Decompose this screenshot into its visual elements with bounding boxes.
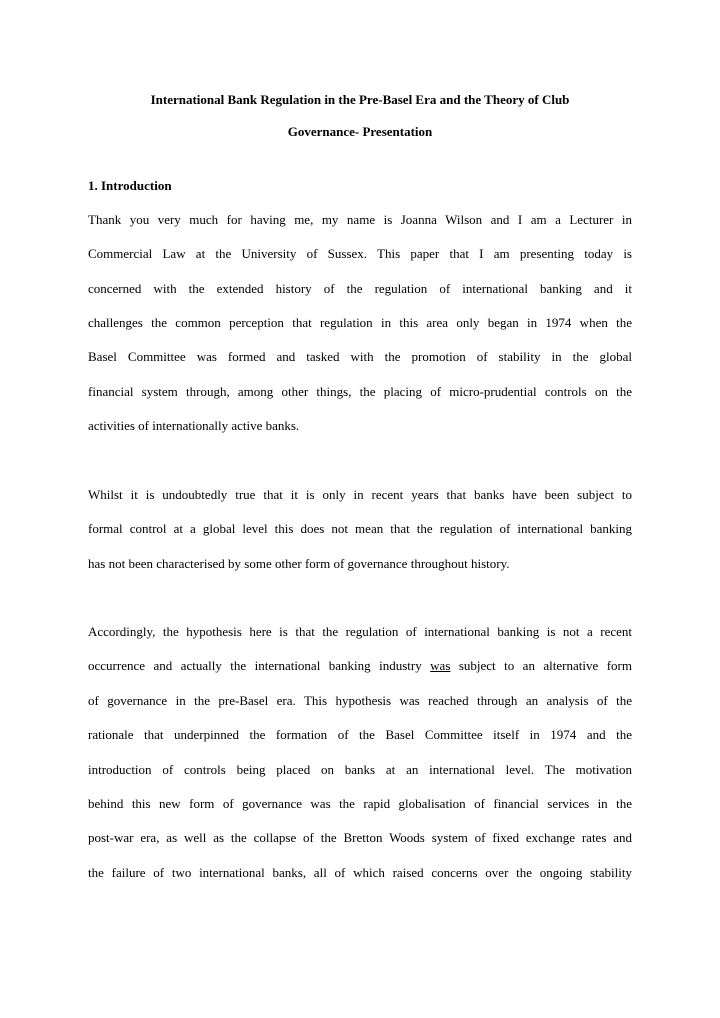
paragraph-3-line-8: the failure of two international banks, all of which raised concerns over the ongoing stability [88, 865, 632, 880]
paragraph-1-line-6: financial system through, among other things, the placing of micro-prudential controls on the [88, 384, 632, 399]
paragraph-3-line-2-after: subject to an alternative form [450, 658, 632, 673]
paragraph-3-line-2-before: occurrence and actually the international banking industry [88, 658, 431, 673]
paragraph-1-line-2: Commercial Law at the University of Sussex. This paper that I am presenting today is [88, 246, 632, 261]
paragraph-1-line-3: concerned with the extended history of the regulation of international banking and it [88, 281, 632, 296]
emphasis-was: was [430, 658, 451, 673]
document-title-line-1: International Bank Regulation in the Pre-Basel Era and the Theory of Club [150, 92, 570, 107]
paragraph-3-line-6: behind this new form of governance was the rapid globalisation of financial services in the [88, 796, 632, 811]
paragraph-3-line-1: Accordingly, the hypothesis here is that the regulation of international banking is not a recent [88, 624, 632, 639]
paragraph-3-line-2 [88, 658, 632, 674]
section-heading: 1. Introduction [88, 178, 172, 193]
document-title-line-2: Governance- Presentation [287, 124, 433, 139]
paragraph-3-line-5: introduction of controls being placed on banks at an international level. The motivation [88, 762, 632, 777]
paragraph-2-line-1: Whilst it is undoubtedly true that it is only in recent years that banks have been subject to [88, 487, 632, 502]
paragraph-1-line-4: challenges the common perception that regulation in this area only began in 1974 when the [88, 315, 632, 330]
paragraph-1-line-7: activities of internationally active banks. [88, 418, 300, 433]
paragraph-3-line-3: of governance in the pre-Basel era. This hypothesis was reached through an analysis of the [88, 693, 632, 708]
paragraph-2-line-3: has not been characterised by some other form of governance throughout history. [88, 556, 510, 571]
paragraph-2-line-2: formal control at a global level this does not mean that the regulation of international banking [88, 521, 632, 536]
paragraph-3-line-4: rationale that underpinned the formation of the Basel Committee itself in 1974 and the [88, 727, 632, 742]
paragraph-3-line-7: post-war era, as well as the collapse of the Bretton Woods system of fixed exchange rates and [88, 830, 632, 845]
paragraph-1-line-5: Basel Committee was formed and tasked with the promotion of stability in the global [88, 349, 632, 364]
paragraph-1-line-1: Thank you very much for having me, my name is Joanna Wilson and I am a Lecturer in [88, 212, 632, 227]
